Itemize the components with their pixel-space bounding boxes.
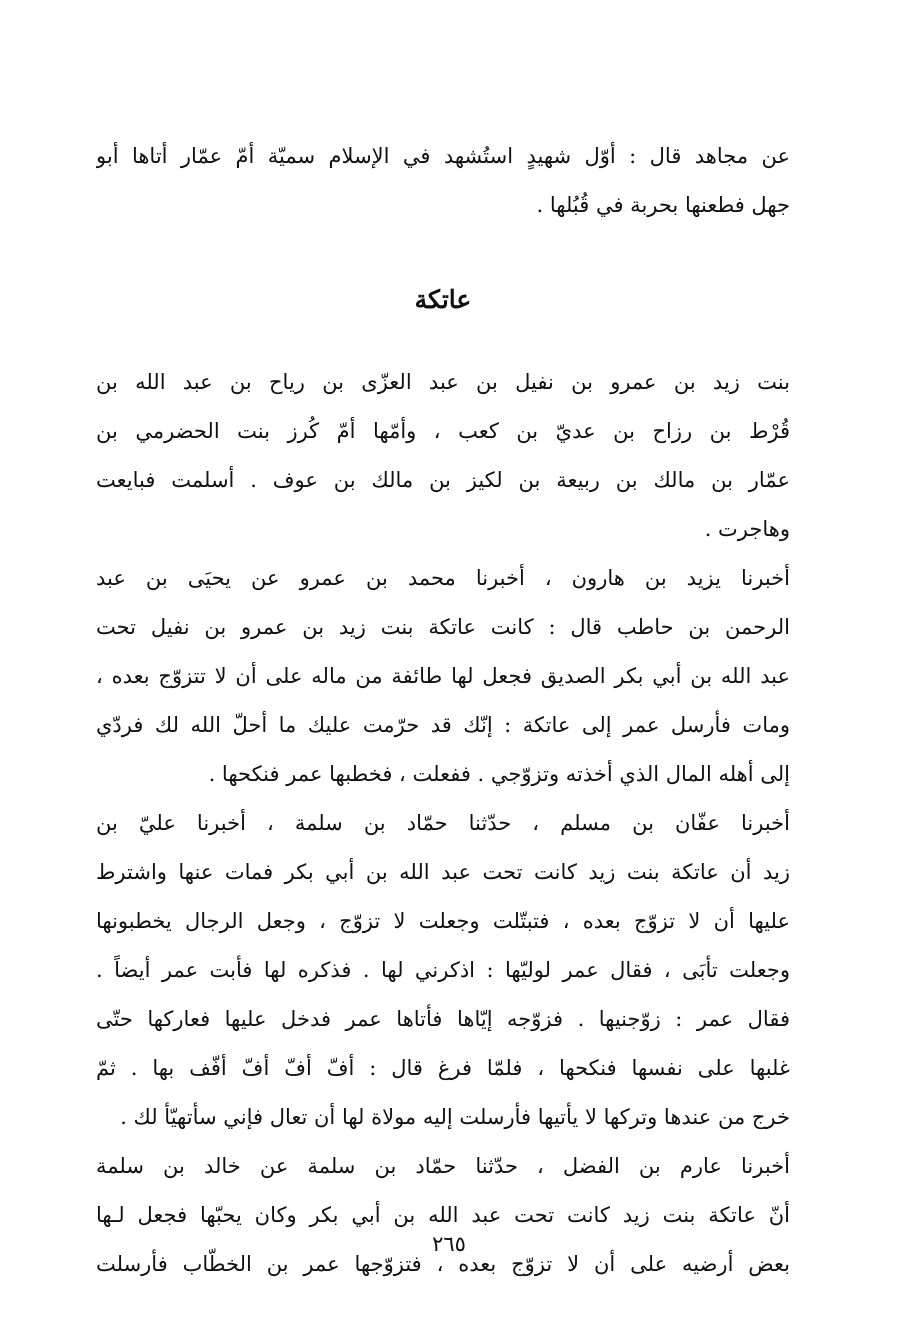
text-line: أنّ عاتكة بنت زيد كانت تحت عبد الله بن أبي بكر وكان يحبّها فجعل لـها: [96, 1203, 790, 1227]
text-line: فقال عمر : زوّجنيها . فزوّجه إيّاها فأتاها عمر فدخل عليها فعاركها حتّى: [96, 1007, 790, 1031]
text-line: بعض أرضيه على أن لا تزوّج بعده ، فتزوّجها عمر بن الخطّاب فأرسلت: [96, 1252, 790, 1276]
text-line: جهل فطعنها بحربة في قُبُلها .: [536, 193, 790, 217]
section-title: عاتكة: [414, 285, 472, 314]
text-line: الرحمن بن حاطب قال : كانت عاتكة بنت زيد بن عمرو بن نفيل تحت: [96, 615, 790, 639]
text-line: عن مجاهد قال : أوّل شهيدٍ استُشهد في الإسلام سميّة أمّ عمّار أتاها أبو: [96, 144, 790, 168]
text-line: زيد أن عاتكة بنت زيد كانت تحت عبد الله بن أبي بكر فمات عنها واشترط: [96, 860, 790, 884]
text-line: أخبرنا عفّان بن مسلم ، حدّثنا حمّاد بن سلمة ، أخبرنا عليّ بن: [96, 811, 790, 835]
text-line: أخبرنا عارم بن الفضل ، حدّثنا حمّاد بن سلمة عن خالد بن سلمة: [96, 1154, 790, 1178]
paragraph-4: [96, 1142, 790, 1289]
page-number: ٢٦٥: [432, 1232, 466, 1256]
text-line: عمّار بن مالك بن ربيعة بن لكيز بن مالك بن عوف . أسلمت فبايعت: [96, 468, 790, 492]
text-line: وجعلت تأبَى ، فقال عمر لوليّها : اذكرني لها . فذكره لها فأبت عمر أيضاً .: [96, 958, 790, 982]
text-line: عبد الله بن أبي بكر الصديق فجعل لها طائفة من ماله على أن لا تتزوّج بعده ،: [96, 664, 790, 688]
paragraph-2: [96, 554, 790, 799]
text-line: قُرْط بن رزاح بن عديّ بن كعب ، وأمّها أمّ كُرز بنت الحضرمي بن: [96, 419, 790, 443]
paragraph-1: [96, 358, 790, 554]
text-line: خرج من عندها وتركها لا يأتيها فأرسلت إليه مولاة لها أن تعال فإني سأتهيّأ لك .: [120, 1105, 790, 1129]
intro-paragraph: [96, 132, 790, 230]
text-line: غلبها على نفسها فنكحها ، فلمّا فرغ قال : أفّ أفّ أفّ أفّف بها . ثمّ: [96, 1056, 790, 1080]
text-line: بنت زيد بن عمرو بن نفيل بن عبد العزّى بن رياح بن عبد الله بن: [96, 370, 790, 394]
text-line: ومات فأرسل عمر إلى عاتكة : إنّك قد حرّمت عليك ما أحلّ الله لك فردّي: [96, 713, 790, 737]
text-line: عليها أن لا تزوّج بعده ، فتبتّلت وجعلت لا تزوّج ، وجعل الرجال يخطبونها: [96, 909, 790, 933]
text-line: إلى أهله المال الذي أخذته وتزوّجي . ففعلت ، فخطبها عمر فنكحها .: [208, 762, 790, 786]
paragraph-3: [96, 799, 790, 1142]
text-line: وهاجرت .: [704, 517, 790, 541]
text-line: أخبرنا يزيد بن هارون ، أخبرنا محمد بن عمرو عن يحيَى بن عبد: [96, 566, 790, 590]
page-body: [96, 132, 790, 1289]
